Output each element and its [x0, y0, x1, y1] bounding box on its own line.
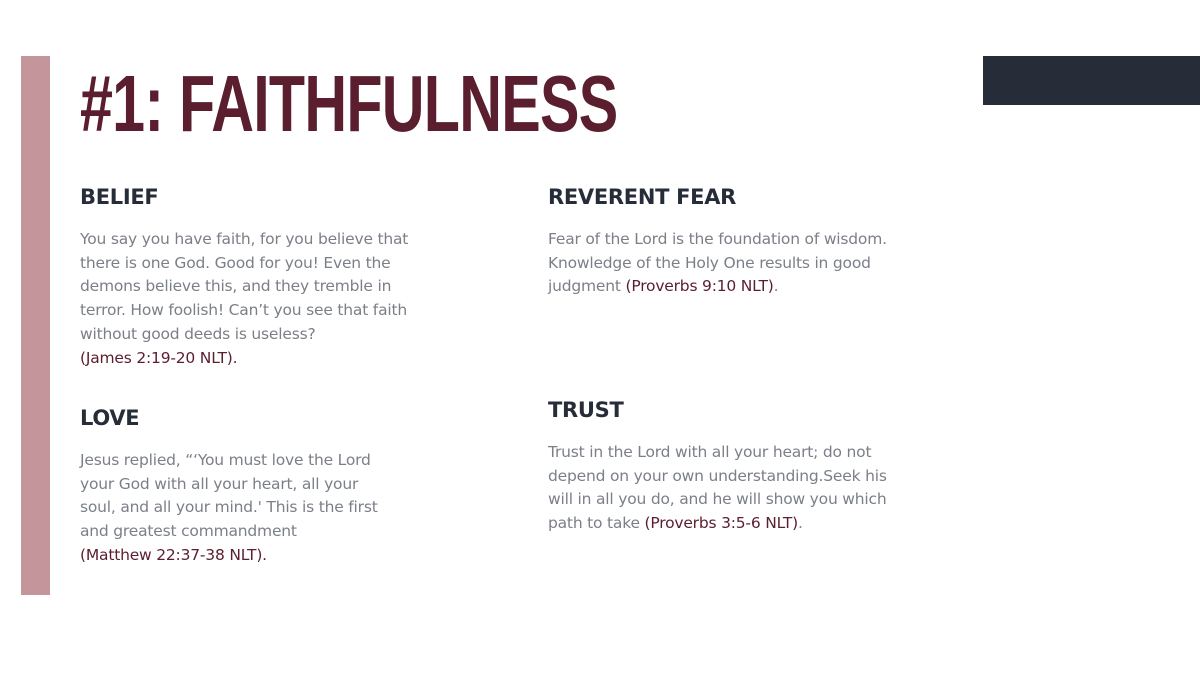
body-line: demons believe this, and they tremble in — [80, 277, 392, 296]
body-line: your God with all your heart, all your — [80, 474, 359, 493]
section-heading-trust: TRUST — [548, 398, 624, 422]
section-body-belief — [80, 228, 480, 370]
scripture-reference: (James 2:19-20 NLT). — [80, 348, 238, 367]
top-right-block — [983, 56, 1200, 105]
body-line: Fear of the Lord is the foundation of wisdom. — [548, 230, 887, 248]
section-love — [80, 405, 480, 568]
body-line: soul, and all your mind.' This is the first — [80, 498, 378, 517]
body-line: will in all you do, and he will show you which — [548, 490, 887, 509]
section-body-love — [80, 449, 480, 568]
body-line: without good deeds is useless? — [80, 324, 316, 343]
body-line: there is one God. Good for you! Even the — [80, 253, 391, 272]
body-line: Jesus replied, “‘You must love the Lord — [80, 451, 371, 469]
section-trust — [548, 397, 968, 536]
body-line: terror. How foolish! Can’t you see that faith — [80, 301, 407, 320]
body-line: You say you have faith, for you believe that — [80, 230, 409, 248]
section-heading-love: LOVE — [80, 406, 140, 430]
body-line: and greatest commandment — [80, 522, 297, 541]
section-heading-fear: REVERENT FEAR — [548, 185, 737, 209]
section-belief — [80, 184, 480, 370]
body-line: Knowledge of the Holy One results in good — [548, 253, 871, 272]
slide-title: #1: FAITHFULNESS — [80, 59, 618, 148]
body-line: Trust in the Lord with all your heart; do not — [548, 443, 872, 461]
section-body-fear — [548, 228, 968, 299]
section-body-trust — [548, 441, 968, 536]
scripture-reference: (Proverbs 3:5-6 NLT) — [644, 514, 799, 533]
reference-punct: . — [798, 514, 803, 533]
body-line: depend on your own understanding.Seek his — [548, 466, 887, 485]
section-heading-belief: BELIEF — [80, 185, 159, 209]
reference-punct: . — [773, 277, 779, 296]
scripture-reference: (Matthew 22:37-38 NLT). — [80, 545, 267, 564]
section-reverent-fear — [548, 184, 968, 299]
left-accent-bar — [21, 56, 50, 595]
body-line: path to take — [548, 514, 645, 533]
scripture-reference: (Proverbs 9:10 NLT) — [625, 277, 774, 296]
body-line: judgment — [548, 277, 626, 296]
